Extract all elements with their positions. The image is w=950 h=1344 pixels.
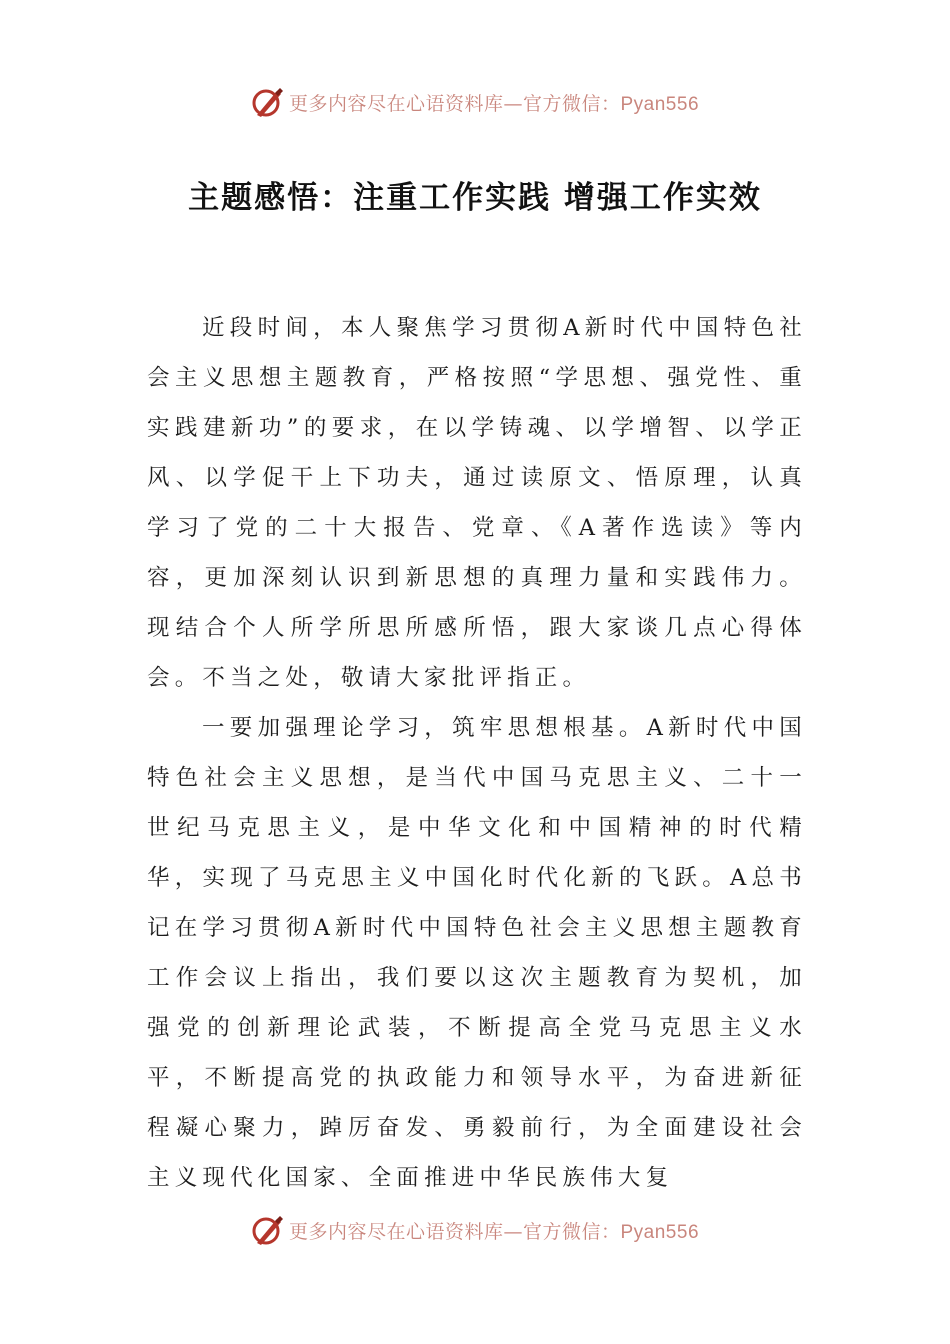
wechat-id: Pyan556 <box>620 1221 700 1243</box>
paragraph: 一要加强理论学习，筑牢思想根基。A新时代中国特色社会主义思想，是当代中国马克思主义、二十一世纪马克思主义，是中华文化和中国精神的时代精华，实现了马克思主义中国化时代化新的飞跃。A总书记在学习贯彻A新时代中国特色社会主义思想主题教育工作会议上指出，我们要以这次主题教育为契机，加强党的创新理论武装，不断提高全党马克思主义水平，不断提高党的执政能力和领导水平，为奋进新征程凝心聚力，踔厉奋发、勇毅前行，为全面建设社会主义现代化国家、全面推进中华民族伟大复 <box>147 715 807 1191</box>
paragraph: 近段时间，本人聚焦学习贯彻A新时代中国特色社会主义思想主题教育，严格按照“学思想、强党性、重实践建新功”的要求，在以学铸魂、以学增智、以学正风、以学促干上下功夫，通过读原文、悟原理，认真学习了党的二十大报告、党章、《A著作选读》等内容，更加深刻认识到新思想的真理力量和实践伟力。现结合个人所学所思所感所悟，跟大家谈几点心得体会。不当之处，敬请大家批评指正。 <box>147 315 807 691</box>
pen-logo-icon <box>251 1213 285 1247</box>
pen-logo-icon <box>251 85 285 119</box>
footer-banner <box>0 1208 950 1252</box>
document-body <box>147 303 807 1203</box>
header-banner <box>0 80 950 124</box>
document-title: 主题感悟：注重工作实践 增强工作实效 <box>188 180 762 216</box>
banner-text: 更多内容尽在心语资料库—官方微信：Pyan556 <box>288 92 700 115</box>
wechat-id: Pyan556 <box>620 93 700 115</box>
banner-text: 更多内容尽在心语资料库—官方微信：Pyan556 <box>288 1220 700 1243</box>
